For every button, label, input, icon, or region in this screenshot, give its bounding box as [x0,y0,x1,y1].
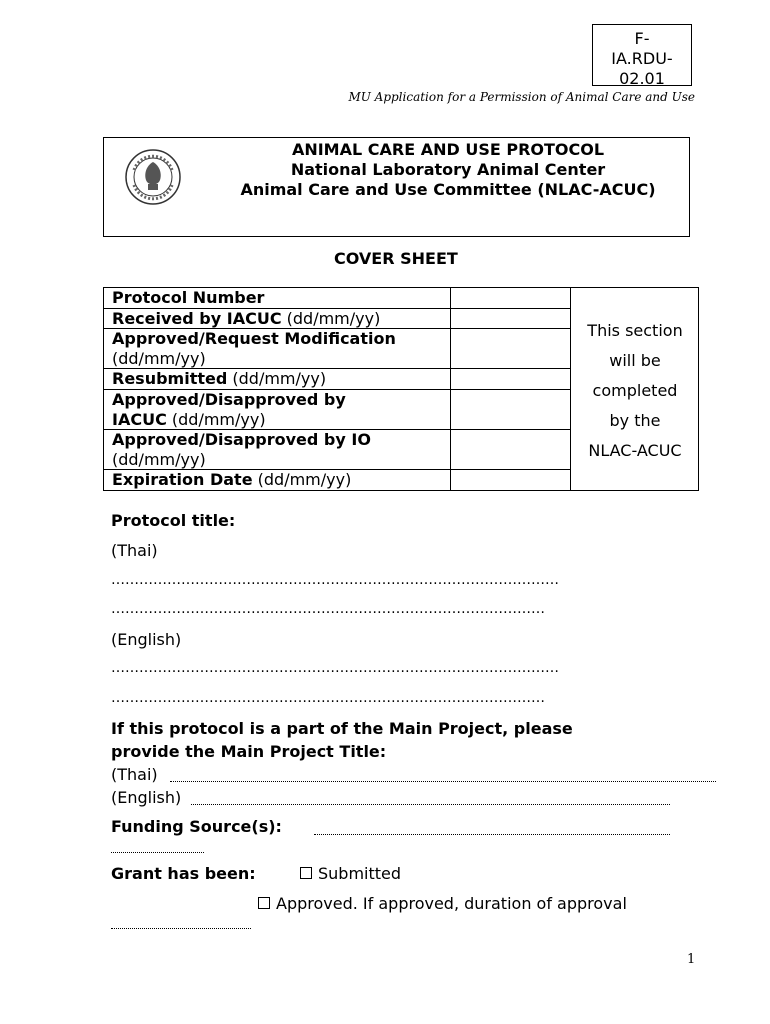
funding-source-field[interactable] [314,833,670,835]
header-committee: Animal Care and Use Committee (NLAC-ACUC) [240,180,656,199]
header-box [103,137,690,237]
main-project-thai-field[interactable] [170,780,716,782]
header-title: ANIMAL CARE AND USE PROTOCOL [291,140,605,159]
table-row-resubmitted: Resubmitted (dd/mm/yy) [104,369,450,390]
page-number: 1 [687,952,696,967]
received-date-field[interactable] [450,309,570,329]
funding-source-field-cont[interactable] [111,851,204,853]
main-project-label-line1: If this protocol is a part of the Main Project, please [111,719,573,738]
main-project-label-line2: provide the Main Project Title: [111,742,387,761]
form-code-line3: 02.01 [619,69,665,86]
protocol-title-thai-line-2[interactable]: ………………………………………………………………………………… [111,601,545,617]
table-row-approved-io: Approved/Disapproved by IO (dd/mm/yy) [104,430,450,470]
grant-approved-option[interactable]: Approved. If approved, duration of approval [258,894,627,913]
protocol-title-label: Protocol title: [111,511,236,530]
university-seal-icon [124,148,182,206]
header-title-block [208,140,688,200]
protocol-title-thai-label: (Thai) [111,541,158,560]
nlac-section-note: This section will be completed by the NLAC-ACUC [587,321,683,460]
expiration-date-field[interactable] [450,470,570,490]
approval-duration-field[interactable] [111,927,251,929]
approved-request-date-field[interactable] [450,329,570,369]
main-project-english-label: (English) [111,788,182,807]
protocol-info-table [103,287,699,491]
funding-source-label: Funding Source(s): [111,817,282,836]
protocol-title-english-label: (English) [111,630,182,649]
resubmitted-date-field[interactable] [450,369,570,390]
form-code-box [592,24,692,86]
application-title: MU Application for a Permission of Animal Care and Use [348,90,695,104]
main-project-thai-label: (Thai) [111,765,158,784]
protocol-title-thai-line-1[interactable]: …………………………………………………………………………………… [111,572,559,588]
cover-sheet-title: COVER SHEET [334,249,458,268]
protocol-title-english-line-1[interactable]: …………………………………………………………………………………… [111,660,559,676]
main-project-english-field[interactable] [191,803,670,805]
protocol-number-field[interactable] [450,288,570,309]
header-subtitle: National Laboratory Animal Center [290,160,606,179]
checkbox-icon[interactable] [258,897,270,909]
grant-submitted-option[interactable]: Submitted [300,864,401,883]
table-row-received: Received by IACUC (dd/mm/yy) [104,309,450,329]
grant-label: Grant has been: [111,864,256,883]
form-code-line2: IA.RDU- [611,49,673,68]
approved-iacuc-date-field[interactable] [450,390,570,430]
form-code-line1: F- [634,29,650,48]
approved-io-date-field[interactable] [450,430,570,470]
protocol-title-english-line-2[interactable]: ………………………………………………………………………………… [111,690,545,706]
table-row-approved-iacuc: Approved/Disapproved by IACUC (dd/mm/yy) [104,390,450,430]
table-row-approved-request: Approved/Request Modification (dd/mm/yy) [104,329,450,369]
checkbox-icon[interactable] [300,867,312,879]
table-row-expiration: Expiration Date (dd/mm/yy) [112,470,352,489]
table-row-protocol-number: Protocol Number [104,288,450,309]
